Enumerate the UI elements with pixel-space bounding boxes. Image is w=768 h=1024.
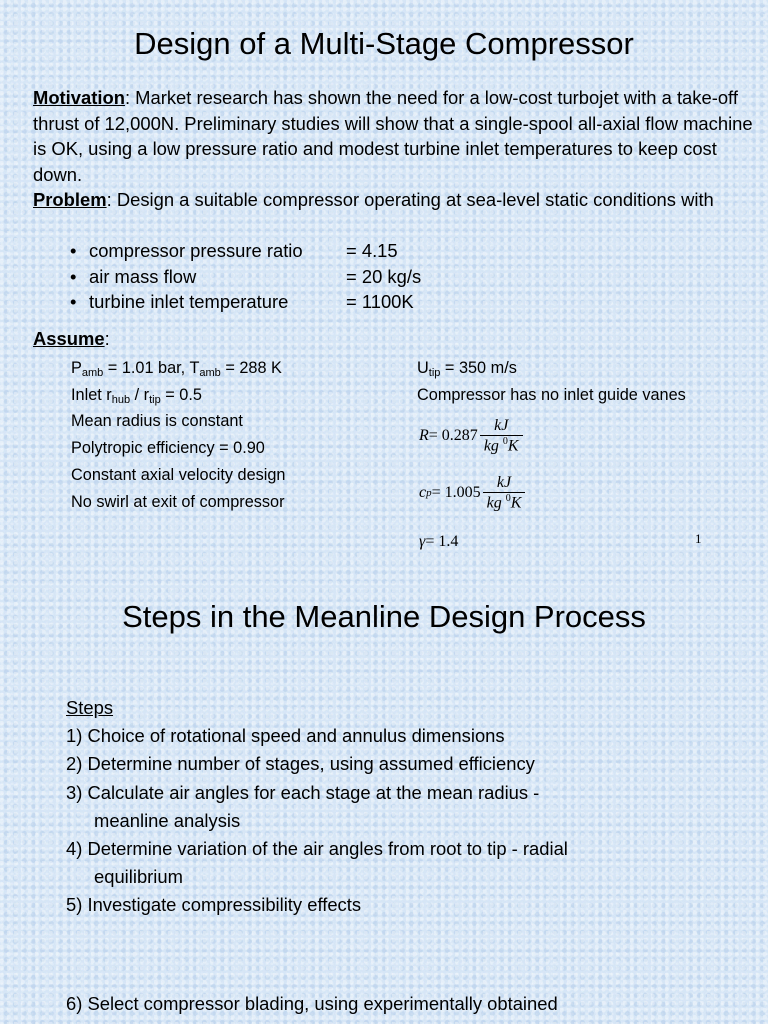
r-denominator — [480, 435, 523, 455]
list-item — [66, 835, 568, 891]
cp-symbol: c — [419, 484, 427, 502]
slide2-title: Steps in the Meanline Design Process — [122, 599, 646, 634]
cp-denominator — [483, 492, 526, 512]
t-value: = 288 K — [220, 359, 282, 377]
r-den-k: K — [507, 437, 519, 455]
radius-ratio — [71, 382, 286, 409]
gamma-equation — [419, 533, 458, 551]
r-value: = 0.287 — [428, 427, 478, 445]
r-numerator: kJ — [494, 417, 509, 434]
tip-subscript: tip — [149, 393, 161, 406]
inlet-prefix: Inlet r — [71, 385, 112, 404]
steps-heading: Steps — [66, 697, 114, 718]
step-six: 6) Select compressor blading, using experimentally obtained — [66, 993, 558, 1014]
r-den-kg: kg — [483, 437, 499, 455]
motivation-text: : Market research has shown the need for a low-cost turbojet with a take-off thrust of 12,000N. Preliminary studies will show that a single-spool all-axial flow machine is OK, using a low pressure ratio and modest turbine inlet temperatures to keep cost down. — [33, 87, 753, 185]
u-value: = 350 m/s — [440, 359, 517, 377]
bullet-label: compressor pressure ratio — [89, 240, 303, 261]
t-symbol: T — [189, 359, 200, 377]
step-line: 4) Determine variation of the air angles from root to tip - radial — [66, 838, 568, 860]
problem-paragraph — [33, 187, 753, 213]
ambient-conditions — [71, 355, 286, 382]
gamma-symbol: γ — [419, 533, 426, 550]
r-den-degree: 0 — [502, 436, 508, 447]
problem-label: Problem — [33, 189, 107, 210]
assumptions-right — [417, 355, 686, 408]
u-subscript: tip — [428, 367, 441, 379]
inlet-mid: / r — [130, 385, 150, 404]
axial-velocity-text: Constant axial velocity design — [71, 465, 286, 484]
gamma-value: = 1.4 — [425, 533, 459, 550]
list-item: • compressor pressure ratio = 4.15 — [70, 238, 421, 264]
igv-text: Compressor has no inlet guide vanes — [417, 385, 686, 404]
p-value: = 1.01 bar, — [103, 359, 190, 377]
cp-equation: c p = 1.005 $\frac{kJ}{kg ^0K}$ — [419, 474, 525, 512]
slide1-title: Design of a Multi-Stage Compressor — [134, 26, 634, 61]
gas-constant-equation — [419, 417, 523, 455]
inlet-value: = 0.5 — [160, 385, 202, 404]
assume-label: Assume — [33, 328, 105, 349]
swirl-text: No swirl at exit of compressor — [71, 492, 285, 511]
list-item: 2) Determine number of stages, using assumed efficiency — [66, 753, 535, 775]
p-symbol: P — [71, 359, 82, 377]
steps-list — [66, 694, 568, 920]
assume-heading — [33, 326, 753, 352]
tip-speed — [417, 355, 686, 382]
t-subscript: amb — [199, 367, 221, 379]
cp-den-kg: kg — [486, 494, 502, 512]
assumptions-left — [71, 355, 286, 515]
list-item: 5) Investigate compressibility effects — [66, 894, 362, 916]
hub-subscript: hub — [111, 393, 131, 406]
list-item: • turbine inlet temperature = 1100K — [70, 289, 421, 315]
cp-den-k: K — [510, 494, 522, 512]
motivation-label: Motivation — [33, 87, 125, 108]
step-line-continued: equilibrium — [94, 866, 183, 888]
bullet-label: air mass flow — [89, 265, 197, 287]
r-fraction — [480, 417, 523, 455]
cp-numerator: kJ — [496, 474, 512, 491]
page-number: 1 — [695, 531, 702, 546]
bullet-value: = 1100K — [346, 291, 414, 312]
cp-value: = 1.005 — [431, 484, 481, 502]
bullet-value: = 4.15 — [346, 240, 398, 261]
p-subscript: amb — [81, 367, 104, 379]
u-symbol: U — [417, 359, 429, 377]
assume-colon: : — [104, 328, 110, 349]
polytropic-text: Polytropic efficiency = 0.90 — [71, 439, 265, 458]
bullet-value: = 20 kg/s — [346, 265, 422, 287]
step-line: 3) Calculate air angles for each stage at the mean radius - — [66, 781, 540, 803]
list-item — [66, 779, 568, 835]
mean-radius-text: Mean radius is constant — [71, 412, 243, 431]
r-symbol: R — [419, 427, 429, 445]
list-item: • air mass flow = 20 kg/s — [70, 264, 421, 290]
list-item: 1) Choice of rotational speed and annulus dimensions — [66, 725, 505, 747]
step-line-continued: meanline analysis — [94, 809, 241, 831]
cp-den-degree: 0 — [505, 493, 511, 504]
problem-text: : Design a suitable compressor operating at sea-level static conditions with — [106, 189, 714, 210]
requirements-list — [70, 238, 421, 315]
cp-fraction — [483, 474, 526, 512]
bullet-label: turbine inlet temperature — [89, 291, 289, 312]
motivation-paragraph — [33, 85, 753, 187]
